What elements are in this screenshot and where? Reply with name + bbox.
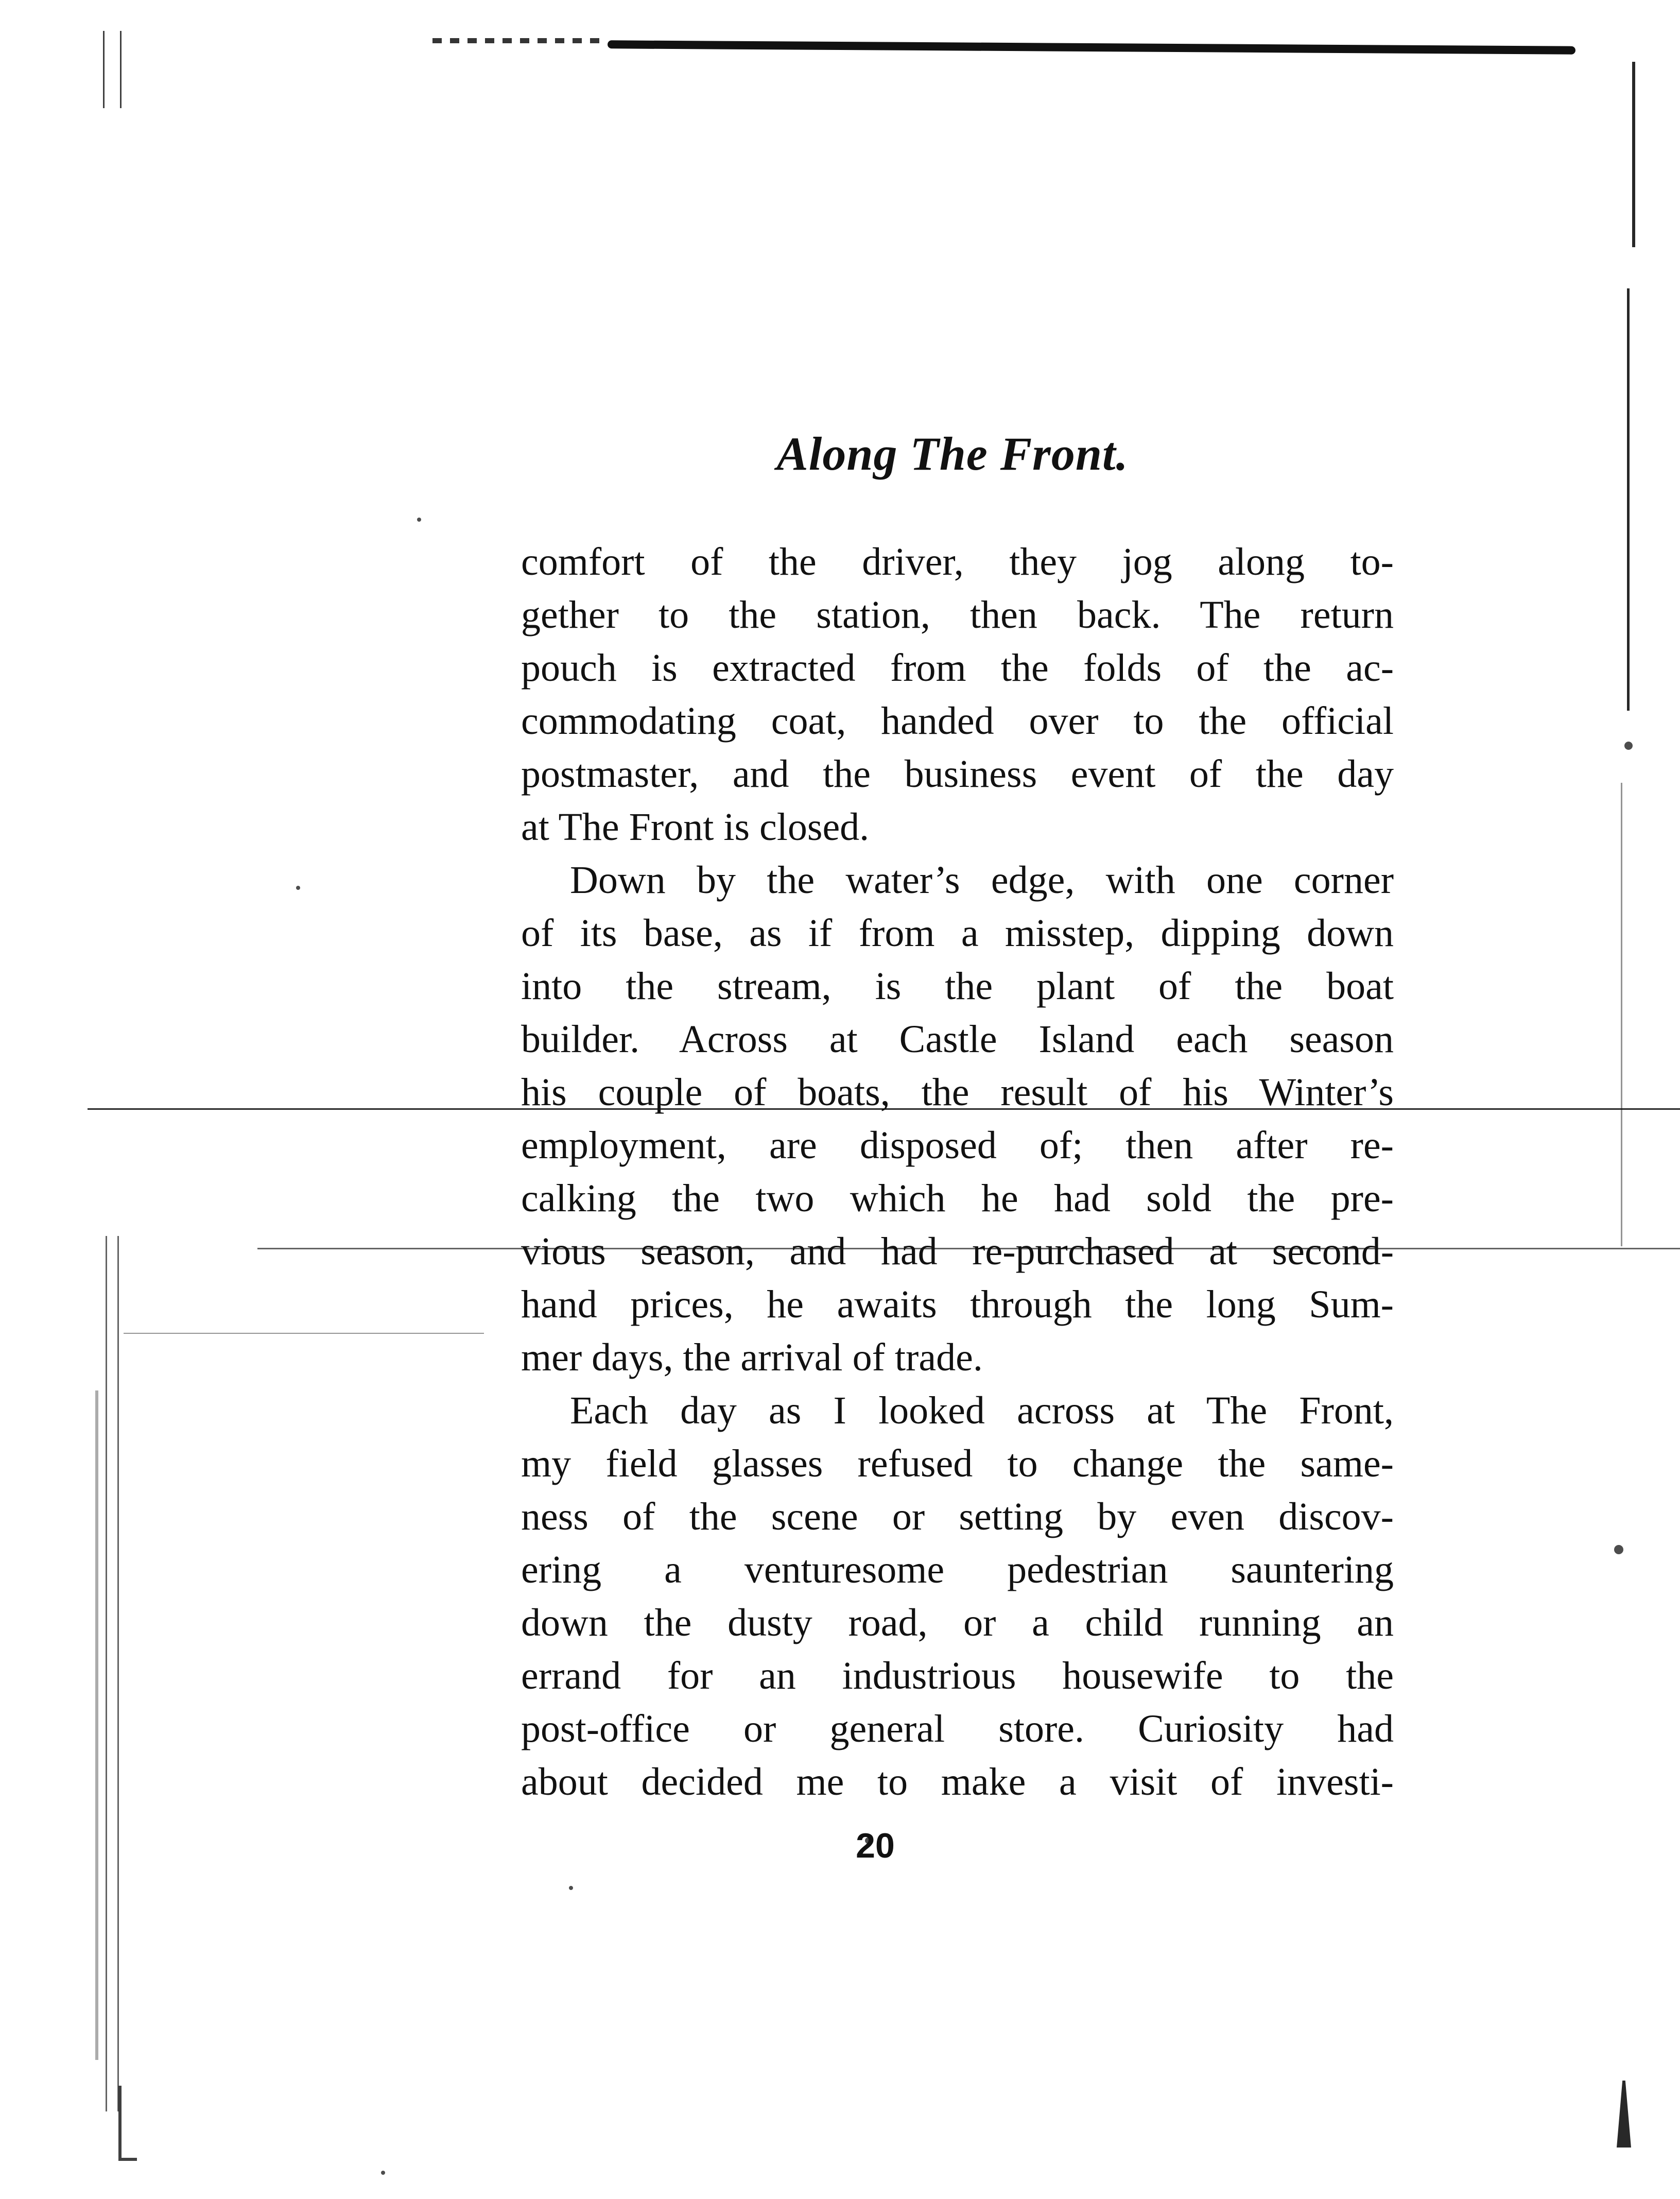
text-line: postmaster, and the business event of the day	[521, 752, 1394, 796]
bottom-right-scan-mark	[1617, 2081, 1631, 2148]
right-margin-scan-line-secondary	[1627, 288, 1630, 711]
page-number: 20	[856, 1826, 895, 1865]
left-top-scan-ticks	[103, 31, 122, 108]
text-line: builder. Across at Castle Island each season	[521, 1018, 1394, 1061]
left-margin-scan-bar-secondary	[95, 1390, 98, 2060]
text-line: Each day as I looked across at The Front,	[570, 1389, 1394, 1432]
text-line: comfort of the driver, they jog along to-	[521, 540, 1394, 583]
text-line: post-office or general store. Curiosity had	[521, 1707, 1394, 1750]
text-line: calking the two which he had sold the pre-	[521, 1177, 1394, 1220]
text-line: at The Front is closed.	[521, 805, 870, 849]
left-margin-scan-bars	[106, 1236, 119, 2111]
text-line: pouch is extracted from the folds of the ac-	[521, 646, 1394, 690]
horizontal-scan-line-faint	[124, 1333, 484, 1334]
text-line: his couple of boats, the result of his Winter’s	[521, 1071, 1394, 1114]
paragraph-1	[521, 536, 1394, 854]
text-line: down the dusty road, or a child running an	[521, 1601, 1394, 1644]
text-line: hand prices, he awaits through the long Sum-	[521, 1283, 1394, 1326]
body-text	[521, 536, 1394, 1809]
scan-speck	[1614, 1545, 1623, 1554]
right-margin-scan-line	[1632, 62, 1635, 247]
text-line: my field glasses refused to change the same-	[521, 1442, 1394, 1485]
text-line: errand for an industrious housewife to the	[521, 1654, 1394, 1697]
scan-speck	[1624, 742, 1633, 750]
text-line: ering a venturesome pedestrian sauntering	[521, 1548, 1394, 1591]
right-margin-scan-line-faint	[1621, 783, 1622, 1246]
running-header: Along The Front.	[776, 427, 1129, 480]
paragraph-3	[521, 1384, 1394, 1809]
text-line: ness of the scene or setting by even discov-	[521, 1495, 1394, 1538]
bottom-left-scan-corner	[118, 2086, 137, 2161]
scan-speck	[296, 886, 300, 890]
text-line: about decided me to make a visit of investi-	[521, 1760, 1394, 1803]
text-line: Down by the water’s edge, with one corner	[570, 858, 1394, 902]
scan-speck	[381, 2171, 385, 2175]
scan-speck	[417, 518, 421, 522]
text-line: mer days, the arrival of trade.	[521, 1336, 983, 1379]
top-scan-rule	[608, 40, 1575, 54]
text-line: vious season, and had re-purchased at second-	[521, 1230, 1394, 1273]
text-line: employment, are disposed of; then after re-	[521, 1124, 1394, 1167]
paragraph-2	[521, 854, 1394, 1384]
scan-speck	[569, 1886, 573, 1890]
text-line: of its base, as if from a misstep, dipping down	[521, 912, 1394, 955]
text-line: commodating coat, handed over to the official	[521, 699, 1394, 743]
top-scan-dashes	[432, 38, 608, 43]
text-line: into the stream, is the plant of the boat	[521, 965, 1394, 1008]
text-line: gether to the station, then back. The return	[521, 593, 1394, 637]
